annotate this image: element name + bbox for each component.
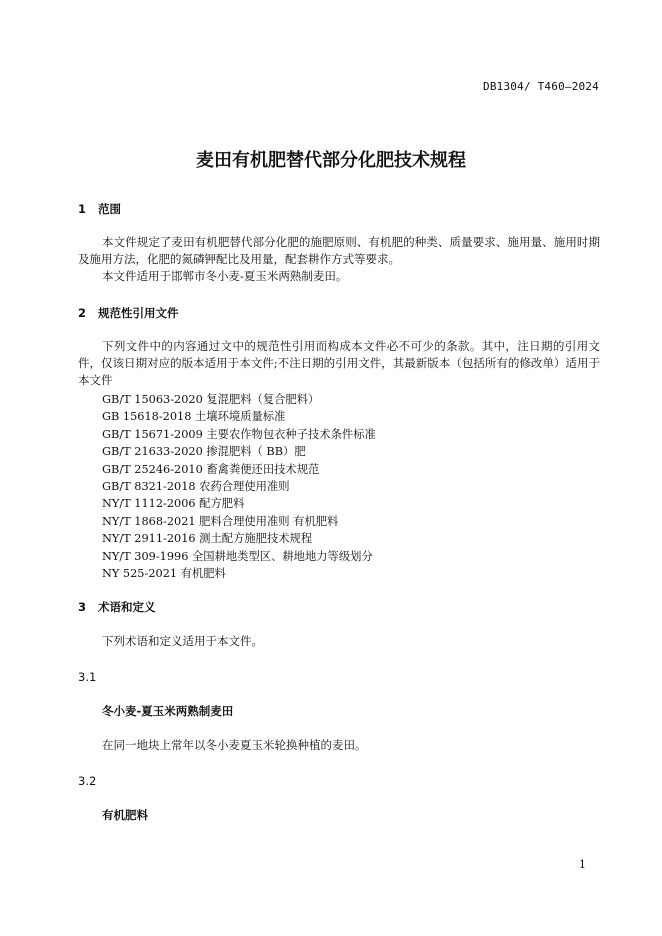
term-number: 3.1 xyxy=(78,670,97,684)
reference-item: GB 15618-2018 土壤环境质量标准 xyxy=(102,410,286,424)
reference-item: GB/T 8321-2018 农药合理使用准则 xyxy=(102,479,290,493)
reference-item: GB/T 15063-2020 复混肥料（复合肥料） xyxy=(102,393,320,406)
document-title: 麦田有机肥替代部分化肥技术规程 xyxy=(196,150,466,171)
reference-item: NY/T 309-1996 全国耕地类型区、耕地地力等级划分 xyxy=(102,549,373,563)
reference-item: NY 525-2021 有机肥料 xyxy=(102,566,226,580)
reference-item: GB/T 21633-2020 掺混肥料（ BB）肥 xyxy=(102,445,306,459)
reference-item: NY/T 1868-2021 肥料合理使用准则 有机肥料 xyxy=(102,514,339,528)
section-number: 2 xyxy=(78,306,87,320)
term-definition: 在同一地块上常年以冬小麦夏玉米轮换种植的麦田。 xyxy=(102,738,367,752)
document-code: DB1304/ T460—2024 xyxy=(483,80,599,93)
term-name: 有机肥料 xyxy=(102,808,148,822)
section-title: 范围 xyxy=(98,202,121,216)
term-name: 冬小麦-夏玉米两熟制麦田 xyxy=(102,704,234,718)
section-number: 3 xyxy=(78,600,87,614)
section-heading-scope xyxy=(78,201,121,217)
section-number: 1 xyxy=(78,202,87,216)
term-number: 3.2 xyxy=(78,774,97,788)
reference-item: NY/T 1112-2006 配方肥料 xyxy=(102,497,245,511)
reference-item: GB/T 25246-2010 畜禽粪便还田技术规范 xyxy=(102,462,320,476)
reference-item: NY/T 2911-2016 测土配方施肥技术规程 xyxy=(102,532,313,546)
terms-intro: 下列术语和定义适用于本文件。 xyxy=(102,634,263,648)
section-title: 术语和定义 xyxy=(98,600,156,614)
page-number: 1 xyxy=(579,858,586,871)
reference-list xyxy=(102,391,376,582)
scope-paragraph-1: 本文件规定了麦田有机肥替代部分化肥的施肥原则、有机肥的种类、质量要求、施用量、施用时期及施用方法，化肥的氮磷钾配比及用量，配套耕作方式等要求。 xyxy=(78,235,600,266)
section-title: 规范性引用文件 xyxy=(98,306,179,320)
section-heading-normative xyxy=(78,305,179,321)
scope-paragraph-2: 本文件适用于邯郸市冬小麦-夏玉米两熟制麦田。 xyxy=(102,269,348,283)
reference-item: GB/T 15671-2009 主要农作物包衣种子技术条件标准 xyxy=(102,427,376,441)
section-heading-terms xyxy=(78,599,156,615)
normative-intro: 下列文件中的内容通过文中的规范性引用而构成本文件必不可少的条款。其中，注日期的引用文件，仅该日期对应的版本适用于本文件;不注日期的引用文件，其最新版本（包括所有的修改单）适用于本文件 xyxy=(78,339,600,387)
